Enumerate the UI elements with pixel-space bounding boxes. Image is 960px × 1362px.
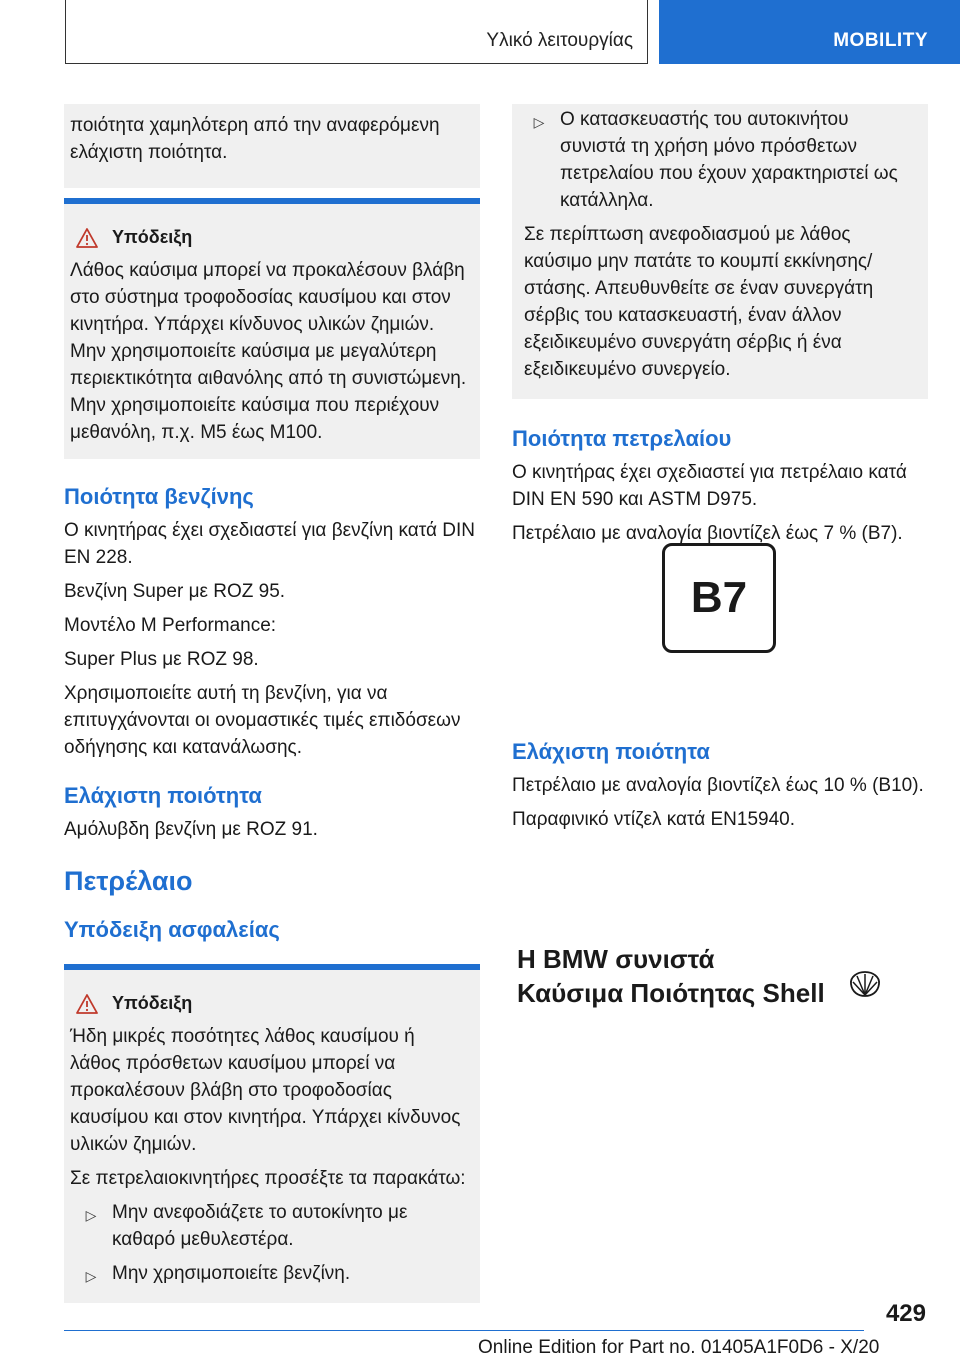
chapter-title: Υλικό λειτουργίας: [486, 30, 633, 51]
continued-note-box: [64, 104, 480, 188]
warning-text: Σε πετρελαιοκινητήρες προσέξτε τα παρακάτω:: [70, 1168, 466, 1189]
header-section-tab: [659, 0, 960, 64]
triangle-bullet-icon: ▷: [85, 1207, 97, 1223]
right-column-lower: [512, 738, 928, 840]
warning-triangle-icon: [76, 228, 98, 248]
diesel-heading: Πετρέλαιο: [64, 866, 193, 896]
min-quality-heading: Ελάχιστη ποιότητα: [512, 739, 710, 764]
warning-title: Υπόδειξη: [112, 227, 193, 247]
min-quality-paragraph: Παραφινικό ντίζελ κατά EN15940.: [512, 809, 795, 830]
shell-line: Η BMW συνιστά: [517, 944, 715, 974]
petrol-paragraph: Super Plus με ROZ 98.: [64, 649, 259, 670]
warning-triangle-icon: [76, 994, 98, 1014]
warning-text: Ήδη μικρές ποσότητες λάθος καυσίμου ή λάθος πρόσθετων καυσίμου μπορεί να προκαλέσουν βλάβη στο τροφοδοσίας καυσίμου και στον κινητήρα. Υπάρχει κίνδυνος υλικών ζημιών.: [70, 1026, 461, 1155]
left-column: [64, 104, 480, 1303]
edition-note: Online Edition for Part no. 01405A1F0D6 - X/20: [478, 1337, 880, 1358]
continued-warning-box: [512, 104, 928, 399]
diesel-paragraph: Πετρέλαιο με αναλογία βιοντίζελ έως 7 % (B7).: [512, 523, 903, 544]
diesel-paragraph: Ο κινητήρας έχει σχεδιαστεί για πετρέλαιο κατά DIN EN 590 και ASTM D975.: [512, 462, 907, 510]
list-item: ▷ Ο κατασκευαστής του αυτοκινήτου συνιστά τη χρήση μόνο πρόσθετων πετρελαίου που έχουν χαρακτηριστεί ως κατάλληλα.: [518, 106, 918, 214]
warning-text: Σε περίπτωση ανεφοδιασμού με λάθος καύσιμο μην πατάτε το κουμπί εκκίνησης/στάσης. Απευθυνθείτε σε έναν συνεργάτη σέρβις του κατασκευαστή, έναν άλλον εξειδικευμένο συνεργάτη σέρβις ή ένα εξειδικευμένο συνεργείο.: [524, 224, 874, 380]
shell-logo-icon: [849, 970, 881, 998]
triangle-bullet-icon: ▷: [85, 1268, 97, 1284]
diesel-quality-heading: Ποιότητα πετρελαίου: [512, 426, 732, 451]
footer-divider: [64, 1330, 864, 1331]
right-column: [512, 104, 928, 554]
continued-note-text: ποιότητα χαμηλότερη από την αναφερόμενη ελάχιστη ποιότητα.: [70, 115, 440, 163]
shell-recommendation: [517, 942, 825, 1010]
warning-text: Λάθος καύσιμα μπορεί να προκαλέσουν βλάβη στο σύστημα τροφοδοσίας καυσίμου και στον κινητήρα. Υπάρχει κίνδυνος υλικών ζημιών. Μην χρησιμοποιείτε καύσιμα με μεγαλύτερη περιεκτικότητα αιθανόλης από τη συνιστώμενη. Μην χρησιμοποιείτε καύσιμα που περιέχουν μεθανόλη, π.χ. M5 έως M100.: [70, 260, 467, 443]
page-number: 429: [885, 1300, 926, 1327]
petrol-paragraph: Χρησιμοποιείτε αυτή τη βενζίνη, για να επιτυγχάνονται οι ονομαστικές τιμές επιδόσεων οδήγησης και κατανάλωσης.: [64, 683, 461, 758]
warning-title: Υπόδειξη: [112, 993, 193, 1013]
header-chapter-box: [65, 0, 648, 64]
list-item: ▷ Μην ανεφοδιάζετε το αυτοκίνητο με καθαρό μεθυλεστέρα.: [70, 1199, 470, 1253]
warning-title-row: [70, 224, 470, 251]
list-item: ▷ Μην χρησιμοποιείτε βενζίνη.: [70, 1260, 470, 1290]
shell-line: Καύσιμα Ποιότητας Shell: [517, 978, 825, 1008]
warning-title-row: [70, 990, 470, 1017]
triangle-bullet-icon: ▷: [533, 114, 545, 130]
safety-heading: Υπόδειξη ασφαλείας: [64, 917, 280, 942]
b7-fuel-label: B7: [662, 543, 776, 653]
min-quality-heading: Ελάχιστη ποιότητα: [64, 783, 262, 808]
petrol-quality-heading: Ποιότητα βενζίνης: [64, 484, 254, 509]
min-quality-paragraph: Αμόλυβδη βενζίνη με ROZ 91.: [64, 819, 318, 840]
diesel-warning-box: [64, 964, 480, 1303]
min-quality-paragraph: Πετρέλαιο με αναλογία βιοντίζελ έως 10 % (B10).: [512, 775, 924, 796]
petrol-paragraph: Μοντέλο M Performance:: [64, 615, 277, 636]
petrol-paragraph: Βενζίνη Super με ROZ 95.: [64, 581, 286, 602]
petrol-paragraph: Ο κινητήρας έχει σχεδιαστεί για βενζίνη κατά DIN EN 228.: [64, 520, 476, 568]
section-title: MOBILITY: [833, 30, 928, 51]
fuel-warning-box: [64, 198, 480, 459]
